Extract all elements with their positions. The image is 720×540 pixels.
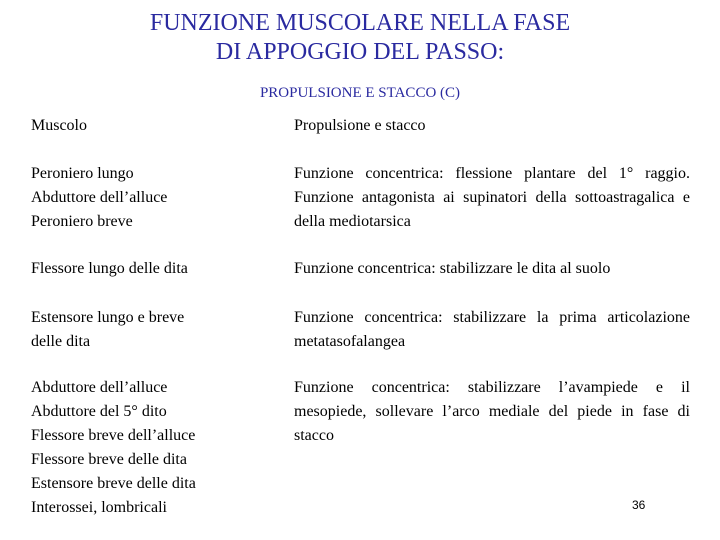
table-row-2-function: Funzione concentrica: stabilizzare le dita al suolo (294, 260, 611, 277)
table-row-2-muscles (31, 257, 266, 281)
table-row-4-muscles (31, 376, 266, 520)
muscle-name: Flessore breve dell’alluce (31, 427, 196, 444)
muscle-name: Abduttore del 5° dito (31, 403, 167, 420)
table-row-3-muscles (31, 306, 266, 354)
slide-subtitle: PROPULSIONE E STACCO (C) (259, 85, 461, 101)
muscle-name: delle dita (31, 333, 91, 350)
muscle-name: Estensore lungo e breve (31, 309, 185, 326)
table-row-1-muscles (31, 162, 266, 234)
header-muscle: Muscolo (31, 117, 87, 134)
muscle-name: Peroniero lungo (31, 165, 134, 182)
table-row-4-function: Funzione concentrica: stabilizzare l’avampiede e il mesopiede, sollevare l’arco mediale del piede in fase di stacco (294, 379, 690, 444)
page-number: 36 (632, 498, 646, 512)
muscle-name: Estensore breve delle dita (31, 475, 196, 492)
slide-title (0, 9, 720, 67)
muscle-name: Abduttore dell’alluce (31, 189, 168, 206)
table-row-3-function: Funzione concentrica: stabilizzare la prima articolazione metatasofalangea (294, 309, 690, 350)
muscle-name: Interossei, lombricali (31, 499, 167, 516)
title-line-2: DI APPOGGIO DEL PASSO: (215, 39, 505, 65)
muscle-name: Flessore lungo delle dita (31, 260, 188, 277)
table-row-1-function: Funzione concentrica: flessione plantare del 1° raggio. Funzione antagonista ai supinatori della sottoastragalica e della mediotarsica (294, 165, 690, 230)
muscle-name: Flessore breve delle dita (31, 451, 187, 468)
header-function: Propulsione e stacco (294, 117, 426, 134)
muscle-name: Abduttore dell’alluce (31, 379, 168, 396)
title-line-1: FUNZIONE MUSCOLARE NELLA FASE (149, 10, 571, 36)
muscle-name: Peroniero breve (31, 213, 133, 230)
